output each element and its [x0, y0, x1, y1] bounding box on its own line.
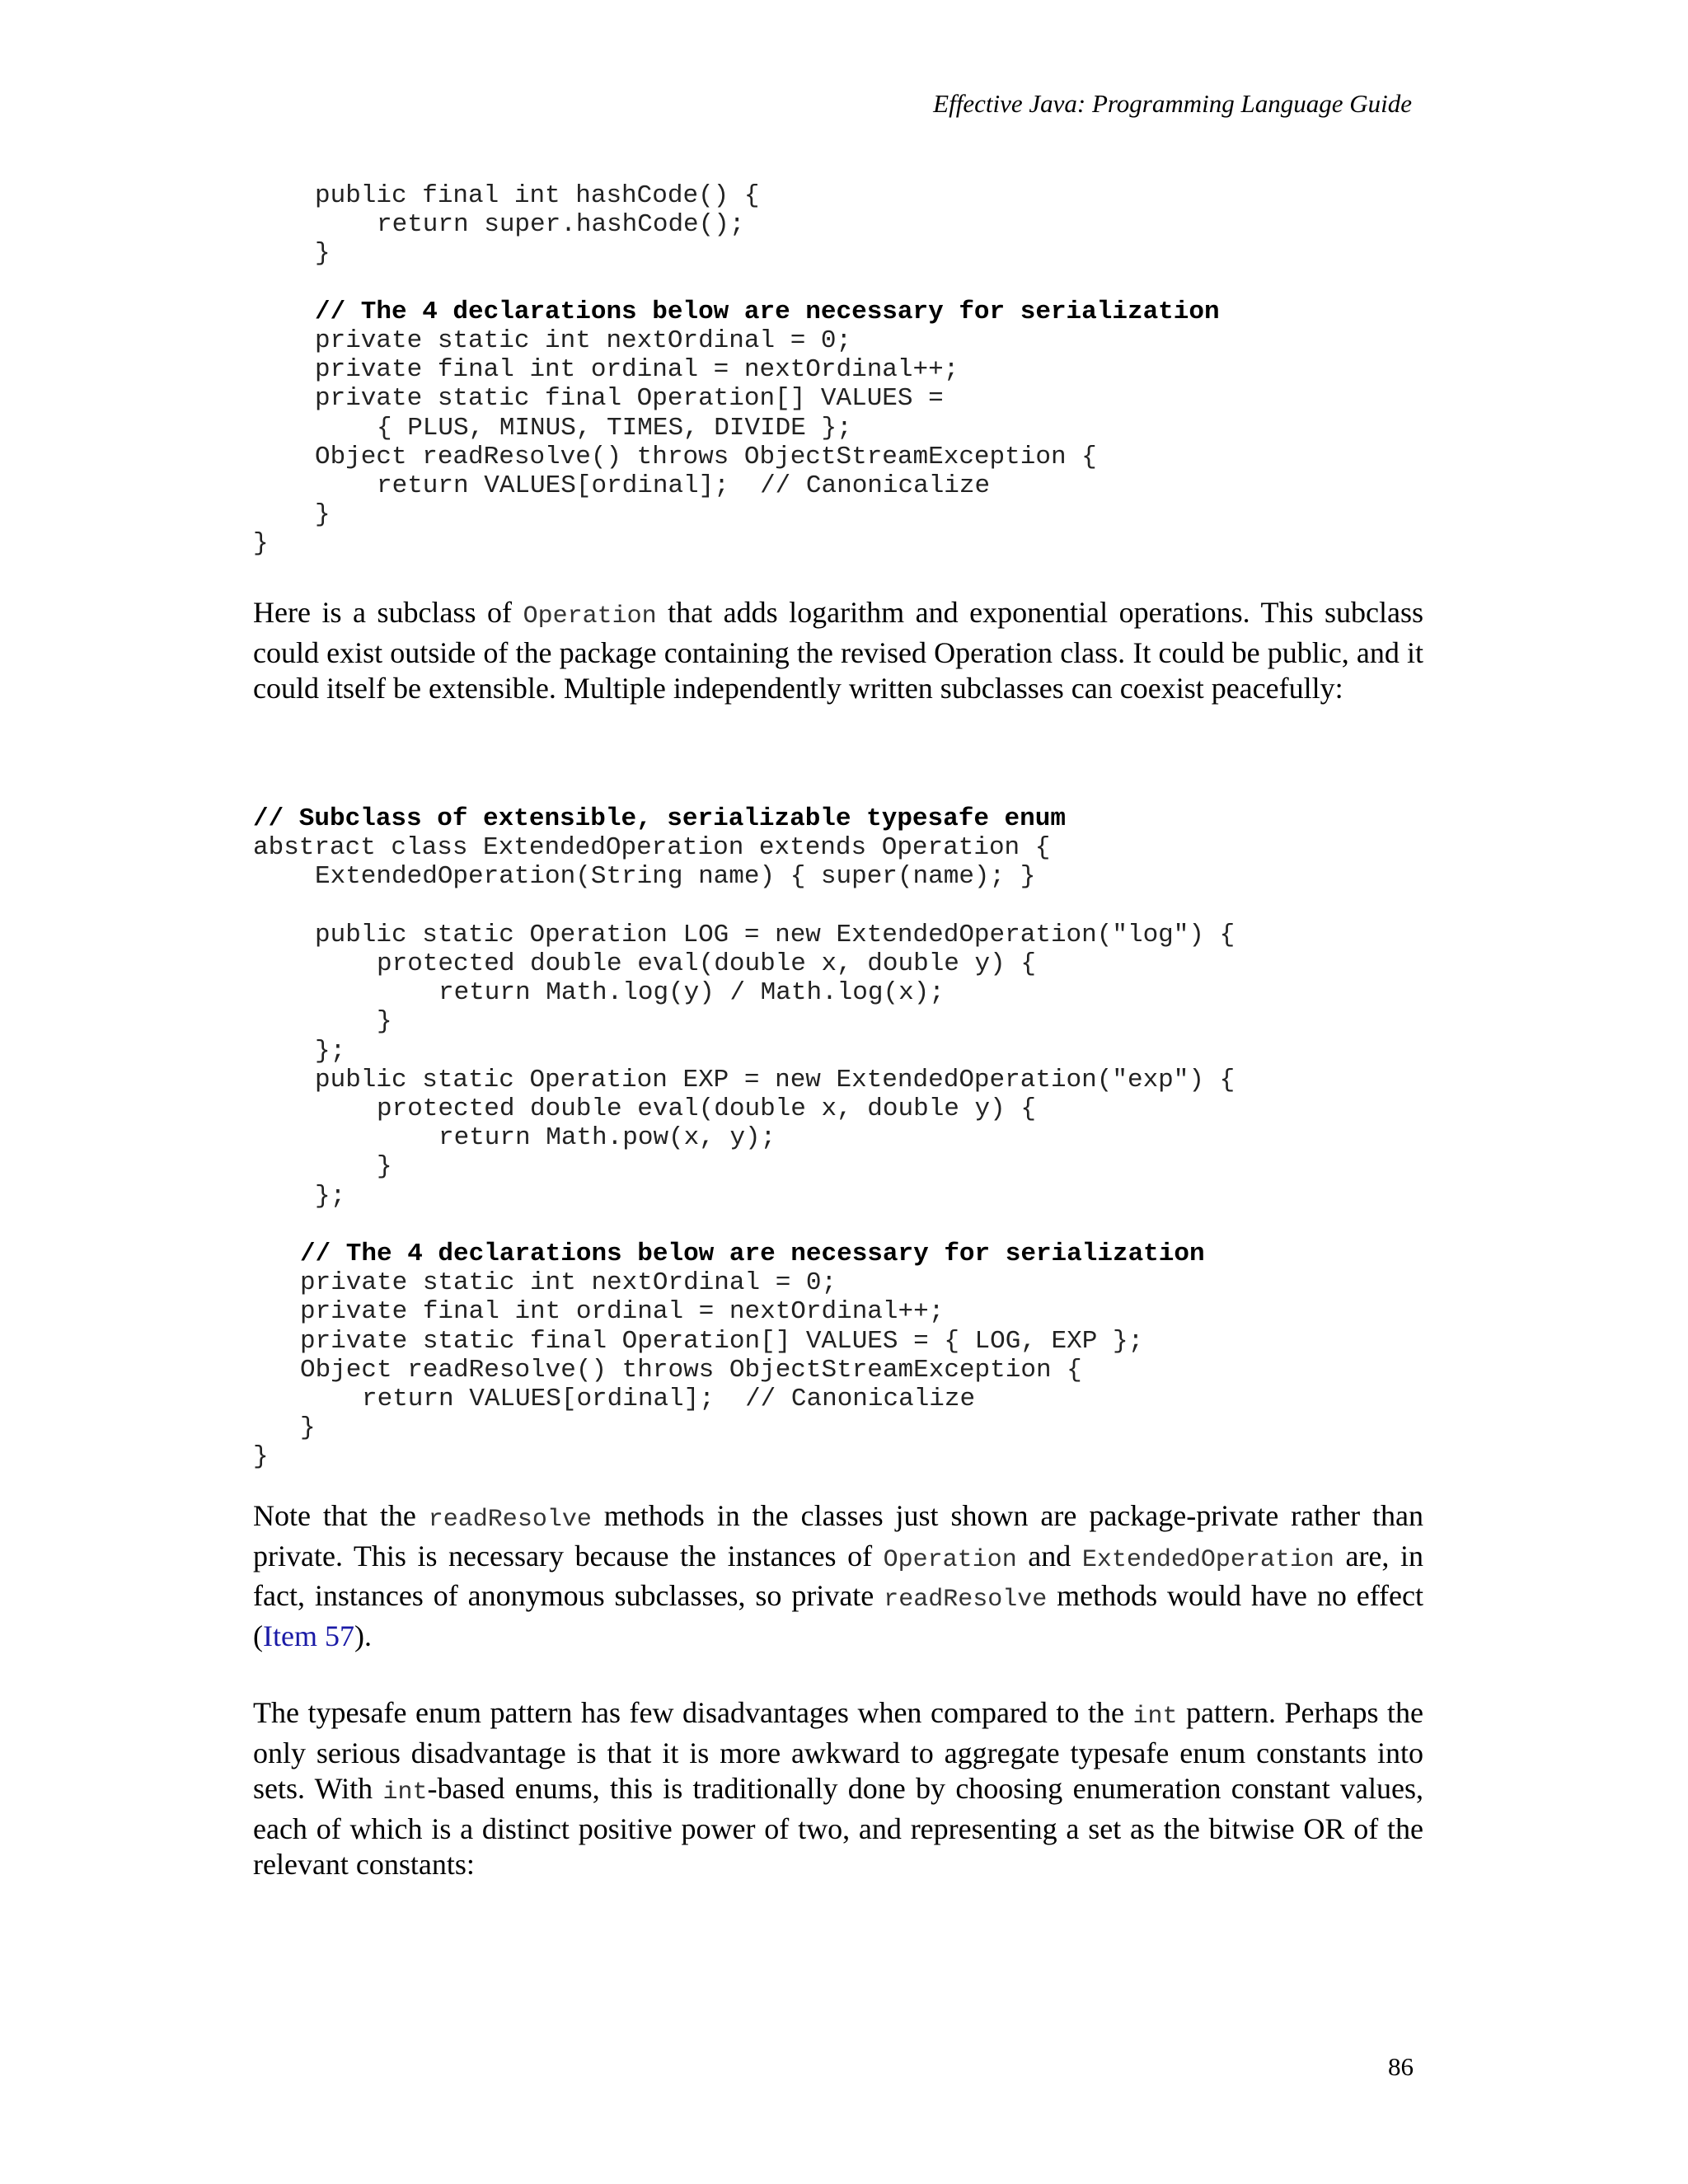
code-line: abstract class ExtendedOperation extends Operation {: [253, 833, 1051, 863]
inline-code: Operation: [523, 602, 657, 630]
code-line: }: [253, 1442, 269, 1472]
paragraph-readresolve-note: [253, 1498, 1423, 1654]
code-line: protected double eval(double x, double y) {: [377, 1094, 1036, 1123]
code-line: return VALUES[ordinal]; // Canonicalize: [377, 471, 991, 500]
code-line: Object readResolve() throws ObjectStreamException {: [300, 1355, 1082, 1385]
text-run: -based enums, this is traditionally done by choosing enumeration constant values, each of which is a distinct positive power of two, and representing a set as the bitwise OR of the relevant constants:: [253, 1772, 1424, 1881]
code-line: private final int ordinal = nextOrdinal++;: [300, 1297, 945, 1327]
text-run: Note that the: [253, 1499, 429, 1532]
text-run: pattern. Perhaps the only serious disadvantage is that it is more awkward to aggregate typesafe enum constants into sets. With: [253, 1696, 1424, 1805]
code-line: return super.hashCode();: [377, 210, 745, 240]
text-run: and: [1016, 1539, 1082, 1572]
inline-code: int: [382, 1779, 428, 1807]
code-line: };: [315, 1181, 346, 1211]
inline-code: readResolve: [428, 1506, 592, 1534]
code-line: return VALUES[ordinal]; // Canonicalize: [362, 1385, 976, 1413]
code-line: private static int nextOrdinal = 0;: [315, 326, 852, 355]
code-comment-line: // The 4 declarations below are necessary for serialization: [300, 1240, 1205, 1268]
page-number: 86: [1388, 2052, 1414, 2081]
code-line: private static final Operation[] VALUES = { LOG, EXP };: [300, 1326, 1144, 1356]
code-line: }: [315, 500, 331, 530]
code-line: }: [377, 1152, 392, 1182]
text-run: are, in fact, instances of anonymous subclasses, so private: [253, 1539, 1423, 1612]
code-line: Object readResolve() throws ObjectStreamException {: [315, 442, 1097, 471]
text-run: Here is a subclass of: [253, 596, 523, 629]
paragraph-disadvantages: [253, 1695, 1423, 1883]
code-line: public static Operation LOG = new ExtendedOperation("log") {: [315, 920, 1236, 949]
text-run: methods would have no effect (: [253, 1579, 1423, 1652]
text-run: The typesafe enum pattern has few disadvantages when compared to the: [253, 1696, 1133, 1729]
code-line: public static Operation EXP = new ExtendedOperation("exp") {: [315, 1065, 1236, 1094]
code-line: private static int nextOrdinal = 0;: [300, 1268, 837, 1298]
code-line: }: [315, 239, 331, 269]
inline-code: int: [1132, 1703, 1178, 1731]
code-line: protected double eval(double x, double y) {: [377, 949, 1036, 978]
code-comment-line: // Subclass of extensible, serializable typesafe enum: [253, 804, 1066, 833]
inline-code: Operation: [883, 1545, 1017, 1574]
code-line: ExtendedOperation(String name) { super(name); }: [315, 862, 1036, 892]
code-line: return Math.log(y) / Math.log(x);: [438, 978, 945, 1008]
code-line: { PLUS, MINUS, TIMES, DIVIDE };: [377, 413, 852, 443]
code-line: private static final Operation[] VALUES =: [315, 384, 944, 414]
item-57-link[interactable]: Item 57: [263, 1619, 354, 1652]
code-line: private final int ordinal = nextOrdinal++;: [315, 355, 959, 385]
code-line: };: [315, 1036, 346, 1066]
inline-code: ExtendedOperation: [1081, 1545, 1334, 1574]
running-header: Effective Java: Programming Language Guide: [933, 89, 1412, 118]
paragraph-subclass-intro: [253, 595, 1423, 707]
code-line: public final int hashCode() {: [315, 181, 760, 210]
inline-code: readResolve: [884, 1586, 1048, 1614]
code-line: return Math.pow(x, y);: [438, 1123, 776, 1153]
code-line: }: [300, 1413, 316, 1443]
code-comment-line: // The 4 declarations below are necessary for serialization: [315, 297, 1220, 326]
text-run: ).: [354, 1619, 372, 1652]
text-run: that adds logarithm and exponential operations. This subclass could exist outside of the package containing the revised Operation class. It could be public, and it could itself be extensible. Multiple independently written subclasses can coexist peacefully:: [253, 596, 1423, 705]
code-line: }: [253, 529, 269, 559]
code-line: }: [377, 1007, 392, 1037]
text-run: methods in the classes just shown are package-private rather than private. This is necessary because the instances of: [253, 1499, 1423, 1572]
